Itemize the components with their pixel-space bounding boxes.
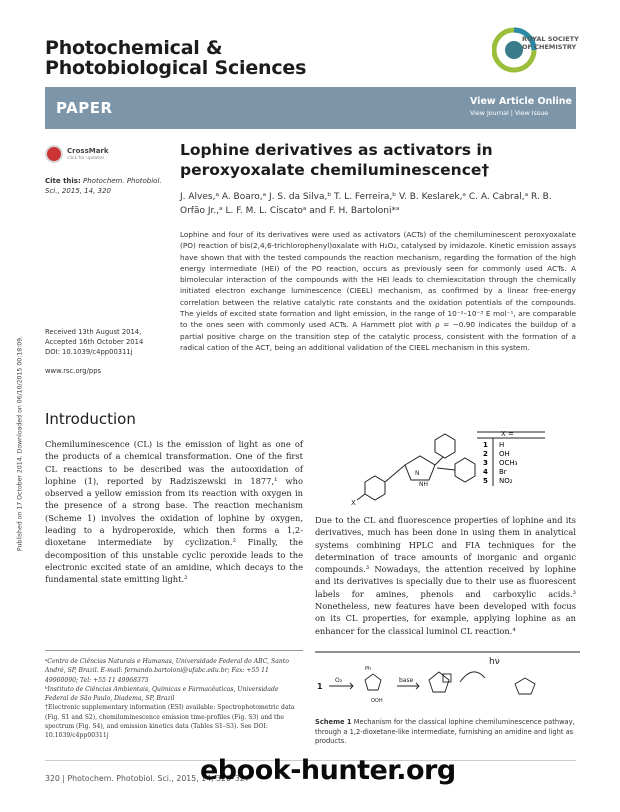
lophine-structure-figure [315, 420, 580, 515]
hv-arrow [460, 672, 485, 682]
cite-text: Photochem. Photobiol. Sci., 2015, 14, 320 [45, 177, 162, 195]
hydroperoxide-ring [365, 674, 381, 690]
page-footer: 320 | Photochem. Photobiol. Sci., 2015, 14, 320–327 [45, 774, 250, 783]
intro-paragraph-2: Due to the CL and fluorescence properties of lophine and its derivatives, much has been done in using them in analytical systems combining HPLC and FIA techniques for the determination of trace amounts of inorganic and organic compounds.³ Nowadays, the attention received by lophine and its derivatives is specially due to their use as fluorescent labels for amines, phenols and carboxylic acids.³ Nonetheless, new features have been developed with focus on its CL properties, for example, applying lophine as an enhancer for the classical luminol CL reaction.⁴ [315, 515, 576, 636]
x-substituent-label: X [351, 499, 356, 507]
amidine-ring [515, 678, 535, 694]
nh-label: NH [419, 481, 428, 488]
imidazole-ring [405, 456, 435, 480]
crossmark-label[interactable]: CrossMark [67, 147, 109, 155]
cite-label: Cite this: [45, 177, 81, 185]
abstract: Lophine and four of its derivatives were used as activators (ACTs) of the chemiluminescent peroxyoxalate (PO) reaction of bis(2,4,6-trichlorophenyl)oxalate with H₂O₂, catalysed by imidazole. Kinetic emission assays have shown that with the tested compounds the reaction mechanism, regarding the formation of the high energy intermediate (HEI) of the PO reaction, occurs as previously seen for commonly used ACTs. A bimolecular interaction of the compounds with the HEI leads to chemiexcitation through the chemically initiated electron exchange luminescence (CIEEL) mechanism, as confirmed by a linear free-energy correlation between the relative catalytic rate constants and the oxidation potentials of the compounds. The yields of excited state formation and light emission, in the range of 10⁻²–10⁻³ E mol⁻¹, are comparable to the ones seen with commonly used ACTs. A Hammett plot with ρ = −0.90 indicates the buildup of a partial positive charge on the transition step of the catalytic process, consistent with the formation of a radical cation of the ACT, being an additional validation of the CIEEL mechanism in this system. [180, 230, 576, 352]
journal-url[interactable]: www.rsc.org/pps [45, 367, 102, 375]
published-note: Published on 17 October 2014. Downloaded on 06/10/2015 00:18:09. [16, 335, 24, 552]
scheme-1-figure [315, 650, 580, 715]
hv-label: hν [489, 657, 500, 667]
table-row-substituent: H [499, 441, 505, 449]
rsc-wordmark [522, 36, 579, 51]
table-row-number: 2 [483, 450, 488, 458]
crossmark-icon[interactable] [45, 145, 63, 163]
footnote-a: ᵃCentro de Ciências Naturais e Humanas, Universidade Federal do ABC, Santo André, SP, Brazil. E-mail: fernando.bartoloni@ufabc.edu.br; Fax: +55 11 49960090; Tel: +55 11 49968375 [45, 658, 289, 684]
table-row-number: 5 [483, 477, 488, 485]
article-title: Lophine derivatives as activators in peroxyoxalate chemiluminescence† [180, 141, 493, 179]
footnote-esi: †Electronic supplementary information (ESI) available: Spectrophotometric data (Fig. S1 and S2), chemiluminescence emission time-profiles (Fig. S3) and the spectrum (Fig. S4), and emission kinetics data (Tables S1–S3). See DOI: 10.1039/c4pp00311j [45, 704, 295, 740]
journal-title [45, 38, 306, 78]
table-row-substituent: NO₂ [499, 477, 513, 485]
view-journal-issue-links[interactable]: View Journal | View Issue [470, 110, 549, 117]
rsc-wordmark-line1: ROYAL SOCIETY [522, 35, 579, 43]
substituent-table [483, 441, 518, 485]
scheme-caption-text: Mechanism for the classical lophine chemiluminescence pathway, through a 1,2-dioxetane-like intermediate, furnishing an amidine and light as products. [315, 718, 575, 745]
phenyl-ring-left [365, 476, 385, 500]
intro-paragraph-1: Chemiluminescence (CL) is the emission of light as one of the products of a chemical transformation. One of the first CL reactions to be described was the autooxidation of lophine (1), reported by Radziszewski in 1877,¹ who observed a yellow emission from its reaction with oxygen in the presence of a strong base. The reaction mechanism (Scheme 1) involves the oxidation of lophine by oxygen, leading to a hydroperoxide, which then forms a 1,2-dioxetane intermediate by cyclization.² Finally, the decomposition of this unstable cyclic peroxide leads to the electronic excited state of an amidine, which decays to the fundamental state emitting light.² [45, 439, 303, 585]
watermark: ebook-hunter.org [200, 755, 456, 786]
table-header: X = [501, 430, 514, 438]
base-reagent: base [399, 677, 414, 684]
author-list: J. Alves,ᵃ A. Boaro,ᵃ J. S. da Silva,ᵇ T. L. Ferreira,ᵇ V. B. Keslarek,ᵃ C. A. Cabral,ᵃ R. B. Orfão Jr.,ᵃ L. F. M. L. Ciscatoᵃ and F. H. Bartoloni*ᵃ [180, 192, 552, 216]
rsc-logo-core [505, 41, 523, 59]
view-article-online-link[interactable]: View Article Online [470, 96, 572, 107]
bond-left [385, 465, 405, 482]
table-row-substituent: OCH₃ [499, 459, 518, 467]
table-row-number: 3 [483, 459, 488, 467]
ooh-label: OOH [371, 698, 383, 704]
footnote-rule [45, 650, 303, 651]
accepted-date: Accepted 16th October 2014 [45, 337, 144, 346]
citation-block [45, 177, 170, 196]
doi[interactable]: DOI: 10.1039/c4pp00311j [45, 347, 133, 356]
n-label: N [415, 470, 420, 477]
rsc-wordmark-line2: OF CHEMISTRY [522, 42, 577, 51]
o2-reagent: O₂ [335, 677, 343, 684]
crossmark-sub: click for updates [67, 156, 105, 161]
journal-title-line1: Photochemical & [45, 37, 223, 59]
bond-x [357, 494, 365, 500]
table-row-substituent: OH [499, 450, 510, 458]
table-row-number: 1 [483, 441, 488, 449]
table-row-substituent: Br [499, 468, 507, 476]
bond-right [437, 468, 455, 470]
footnotes [45, 657, 303, 741]
footnote-b: ᵇInstituto de Ciências Ambientais, Químicas e Farmacêuticas, Universidade Federal de São Paulo, Diadema, SP, Brazil [45, 685, 279, 703]
compound-1-label: 1 [317, 682, 323, 691]
received-date: Received 13th August 2014, [45, 328, 142, 336]
journal-title-line2: Photobiological Sciences [45, 57, 307, 79]
scheme-caption-label: Scheme 1 [315, 718, 352, 726]
article-type-label: PAPER [56, 99, 113, 117]
article-dates [45, 328, 143, 357]
bond-top [435, 457, 443, 465]
ph-label: Ph [365, 666, 372, 672]
phenyl-ring-top [435, 434, 455, 458]
phenyl-ring-right [455, 458, 475, 482]
article-type-banner [45, 87, 576, 129]
table-row-number: 4 [483, 468, 488, 476]
section-heading-introduction: Introduction [45, 410, 136, 428]
scheme-caption [315, 718, 577, 747]
